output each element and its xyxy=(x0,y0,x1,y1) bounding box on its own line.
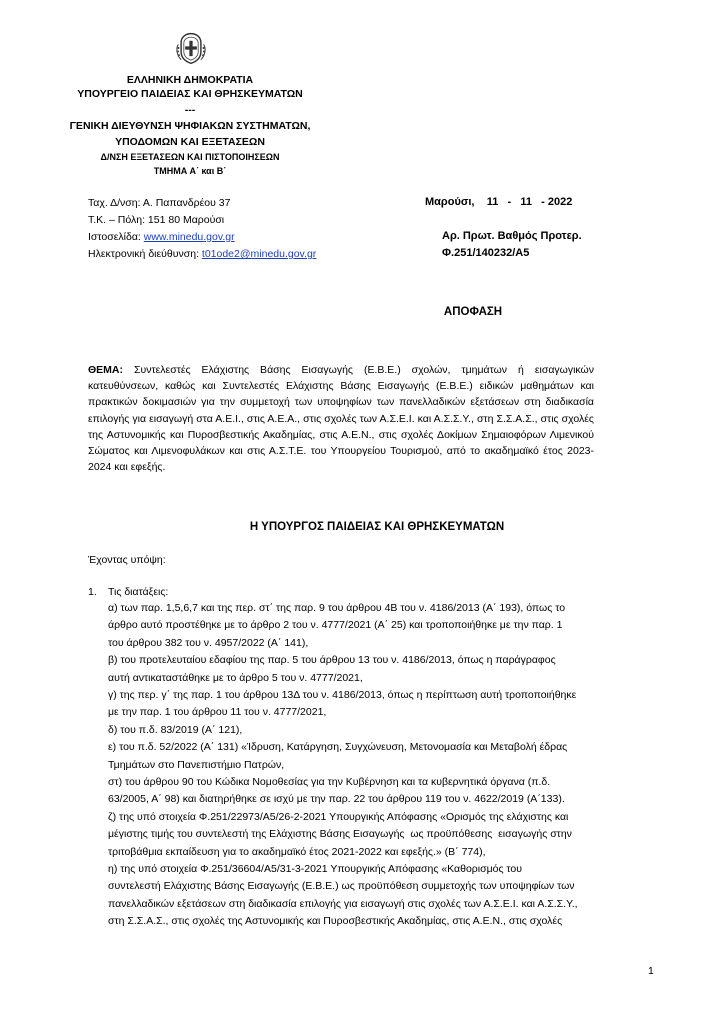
item-1-line: γ) της περ. γ΄ της παρ. 1 του άρθρου 13Δ του ν. 4186/2013, όπως η περίπτωση αυτή τροποποιήθηκε xyxy=(108,689,577,701)
header-directorate-2: ΥΠΟΔΟΜΩΝ ΚΑΙ ΕΞΕΤΑΣΕΩΝ xyxy=(115,136,265,148)
header-directorate: ΓΕΝΙΚΗ ΔΙΕΥΘΥΝΣΗ ΨΗΦΙΑΚΩΝ ΣΥΣΤΗΜΑΤΩΝ, xyxy=(69,120,311,132)
item-1-line: Τμημάτων στο Πανεπιστήμιο Πατρών, xyxy=(108,758,285,771)
item-heading: Τις διατάξεις: xyxy=(108,586,169,598)
header-division: Δ/ΝΣΗ ΕΞΕΤΑΣΕΩΝ ΚΑΙ ΠΙΣΤΟΠΟΙΗΣΕΩΝ xyxy=(100,152,280,162)
address-city: Τ.Κ. – Πόλη: 151 80 Μαρούσι xyxy=(88,214,225,226)
website-link[interactable]: www.minedu.gov.gr xyxy=(143,231,235,243)
header-ministry: ΥΠΟΥΡΓΕΙΟ ΠΑΙΔΕΙΑΣ ΚΑΙ ΘΡΗΣΚΕΥΜΑΤΩΝ xyxy=(77,88,303,100)
item-1-line: του άρθρου 382 του ν. 4957/2022 (Α΄ 141), xyxy=(108,636,309,649)
item-1-line: στ) του άρθρου 90 του Κώδικα Νομοθεσίας για την Κυβέρνηση και τα κυβερνητικά όργανα (π.δ. xyxy=(108,776,551,788)
item-1-line: ε) του π.δ. 52/2022 (Α΄ 131) «Ίδρυση, Κατάργηση, Συγχώνευση, Μετονομασία και Μεταβολή έδρας xyxy=(108,741,568,754)
item-1-line: πανελλαδικών εξετάσεων στη διαδικασία επιλογής για εισαγωγή στις σχολές των Α.Σ.Ε.Ι. και Α.Σ.Σ.Υ., xyxy=(108,897,578,910)
item-1-line: τριτοβάθμια εκπαίδευση για το ακαδημαϊκό έτος 2021-2022 και εφεξής.» (Β΄ 774), xyxy=(108,845,486,858)
address-street: Ταχ. Δ/νση: Α. Παπανδρέου 37 xyxy=(88,197,231,209)
item-1-line: ζ) της υπό στοιχεία Φ.251/22973/Α5/26-2-2021 Υπουργικής Απόφασης «Ορισμός της ελάχιστης και xyxy=(108,810,569,823)
greek-emblem-icon xyxy=(173,30,209,66)
header-separator: --- xyxy=(184,104,196,116)
item-1-line: άρθρο αυτό προστέθηκε με το άρθρο 2 του ν. 4777/2021 (Α΄ 25) και τροποποιήθηκε με την παρ. 1 xyxy=(108,619,563,632)
header-department: ΤΜΗΜΑ Α΄ και Β΄ xyxy=(153,166,227,176)
item-number: 1. xyxy=(88,586,97,598)
item-1-line: στη Σ.Σ.Α.Σ., στις σχολές της Αστυνομικής και Πυροσβεστικής Ακαδημίας, στις Α.Ε.Ν., στις σχολές xyxy=(108,915,563,928)
minister-heading: Η ΥΠΟΥΡΓΟΣ ΠΑΙΔΕΙΑΣ ΚΑΙ ΘΡΗΣΚΕΥΜΑΤΩΝ xyxy=(249,521,505,533)
item-1-line: συντελεστή Ελάχιστης Βάσης Εισαγωγής (Ε.Β.Ε.) ως προϋπόθεση συμμετοχής των υποψηφίων των xyxy=(108,880,575,893)
document-title: ΑΠΟΦΑΣΗ xyxy=(443,306,503,318)
item-1-line: 63/2005, Α΄ 98) και διατηρήθηκε σε ισχύ με την παρ. 22 του άρθρου 119 του ν. 4622/2019 (Α΄133). xyxy=(108,793,565,806)
having-in-view: Έχοντας υπόψη: xyxy=(88,554,166,566)
item-1-line: αυτή αντικαταστάθηκε με το άρθρο 5 του ν. 4777/2021, xyxy=(108,671,363,684)
item-1-line: δ) του π.δ. 83/2019 (Α΄ 121), xyxy=(108,723,243,736)
item-1-line: β) του προτελευταίου εδαφίου της παρ. 5 του άρθρου 13 του ν. 4186/2013, όπως η παράγραφος xyxy=(108,654,556,667)
document-date: Μαρούσι, 11 - 11 - 2022 xyxy=(425,196,573,208)
subject-label: ΘΕΜΑ: xyxy=(88,364,123,376)
subject-text: Συντελεστές Ελάχιστης Βάσης Εισαγωγής (Ε.Β.Ε.) σχολών, τμημάτων ή εισαγωγικών κατευθύνσεων, καθώς και Συντελεστές Ελάχιστης Βάσης Εισαγωγής (Ε.Β.Ε.) ειδικών μαθημάτων και πρακτικών δοκιμασιών για την συμμετοχή των υποψηφίων των πανελλαδικών εξετάσεων στη διαδικασία επιλογής για εισαγωγή στα Α.Ε.Ι., στις Α.Ε.Α., στις σχολές των Α.Σ.Ε.Ι. και Α.Σ.Σ.Υ., στη Σ.Σ.Α.Σ., στις σχολές της Αστυνομικής και Πυροσβεστικής Ακαδημίας, στις Α.Ε.Ν., στις σχολές Δοκίμων Σημαιοφόρων Λιμενικού Σώματος και Λιμενοφυλάκων και στις Α.Σ.Τ.Ε. του Υπουργείου Τουρισμού, από το ακαδημαϊκό έτος 2023-2024 και εφεξής. xyxy=(88,364,594,474)
page-number: 1 xyxy=(648,965,654,977)
email-label: Ηλεκτρονική διεύθυνση: xyxy=(88,248,202,260)
address-website-line xyxy=(88,231,235,244)
item-1-line: η) της υπό στοιχεία Φ.251/36604/Α5/31-3-2021 Υπουργικής Απόφασης «Καθορισμός του xyxy=(108,863,523,875)
header-country: ΕΛΛΗΝΙΚΗ ΔΗΜΟΚΡΑΤΙΑ xyxy=(126,74,254,86)
item-1-line: μέγιστης τιμής του συντελεστή της Ελάχιστης Βάσης Εισαγωγής ως προϋπόθεσης εισαγωγής στην xyxy=(108,828,572,841)
item-1-line: με την παρ. 1 του άρθρου 11 του ν. 4777/2021, xyxy=(108,706,327,719)
address-email-line xyxy=(88,248,316,261)
subject-paragraph xyxy=(88,362,594,475)
protocol-number: Φ.251/140232/Α5 xyxy=(442,247,530,259)
item-1-line: α) των παρ. 1,5,6,7 και της περ. στ΄ της παρ. 9 του άρθρου 4Β του ν. 4186/2013 (Α΄ 193), όπως το xyxy=(108,602,566,614)
website-label: Ιστοσελίδα: xyxy=(88,231,144,243)
protocol-label: Αρ. Πρωτ. Βαθμός Προτερ. xyxy=(442,230,582,242)
email-link[interactable]: t01ode2@minedu.gov.gr xyxy=(201,248,317,260)
